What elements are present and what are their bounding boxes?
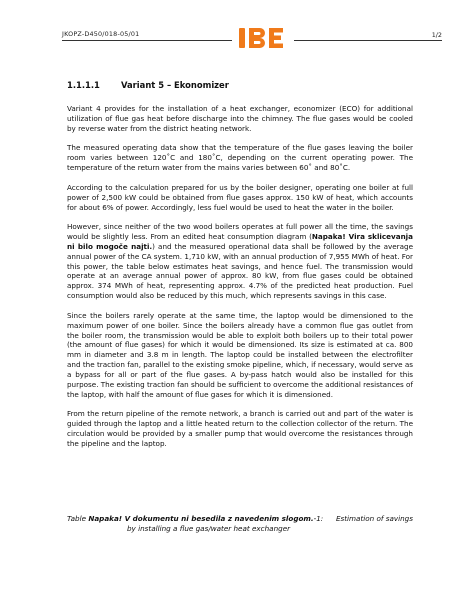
paragraph-4 (67, 222, 413, 301)
paragraph-3: According to the calculation prepared for us by the boiler designer, operating one boiler at full power of 2,500 kW could be obtained from flue gases approx. 150 kW of heat, which accounts for about 6% of power. Accordingly, less fuel would be used to heat the water in the boiler. (67, 182, 413, 212)
page-number: 1/2 (431, 31, 442, 39)
document-code: JKOPZ-D450/018-05/01 (62, 30, 140, 38)
paragraph-5: Since the boilers rarely operate at the same time, the laptop would be dimensioned to the maximum power of one boiler. Since the boilers already have a common flue gas outlet from the boiler room, the transmission would be able to exploit both boilers up to their total power (the amount of flue gases) for which it would be dimensioned. Its size is estimated at ca. 800 mm in diameter and 3.8 m in length. The laptop could be installed between the electrofilter and the traction fan, parallel to the existing smoke pipeline, which, if necessary, would serve as a bypass for all or part of the flue gases. A by-pass hatch would also be installed for this purpose. The existing traction fan should be sufficient to overcome the additional resistances of the laptop, with half the amount of flue gases for which it is dimensioned. (67, 310, 413, 399)
caption-line-2: by installing a flue gas/water heat exchanger (127, 524, 291, 533)
caption-suffix: -1: (313, 514, 324, 523)
header-rule-right (294, 40, 442, 41)
paragraph-1: Variant 4 provides for the installation of a heat exchanger, economizer (ECO) for additional utilization of flue gas heat before discharge into the chimney. The flue gases would be cooled by reverse water from the district heating network. (67, 104, 413, 133)
paragraph-4-end: ) and the measured operational data shall be followed by the average annual power of the CA system. 1,710 kW, with an annual production of 7,955 MWh of heat. For this power, the table below estimates heat savings, and hence fuel. The transmission would operate at an average annual power of approx. 80 kW, from flue gases could be obtained approx. 374 MWh of heat, representing approx. 4.7% of the predicted heat production. Fuel consumption would also be reduced by this much, which represents savings in this case. (67, 241, 413, 301)
table-caption (67, 514, 413, 534)
document-body (67, 80, 413, 459)
caption-label (67, 514, 323, 524)
header-rule-left (62, 40, 232, 41)
reference-error: Napaka! Vira sklicevanja ni bilo mogoče najti. (67, 232, 413, 251)
paragraph-2: The measured operating data show that the temperature of the flue gases leaving the boiler room varies between 120˚C and 180˚C, depending on the current operating power. The temperature of the return water from the mains varies between 60˚ and 80˚C. (67, 143, 413, 173)
caption-title: Estimation of savings (335, 514, 413, 523)
caption-line-1 (67, 514, 413, 524)
ibe-logo (237, 26, 287, 50)
page-header (62, 24, 442, 50)
section-number: 1.1.1.1 (67, 80, 100, 90)
paragraph-4-start: However, since neither of the two wood boilers operates at full power all the time, the savings would be slightly less. From an edited heat consumption diagram ( (67, 222, 413, 242)
section-heading (67, 80, 413, 91)
caption-reference-error: Napaka! V dokumentu ni besedila z navedenim slogom. (88, 514, 314, 523)
section-title: Variant 5 – Ekonomizer (121, 80, 229, 90)
caption-prefix: Table (67, 514, 89, 523)
paragraph-6: From the return pipeline of the remote network, a branch is carried out and part of the water is guided through the laptop and a little heated return to the collection collector of the return. The circulation would be provided by a smaller pump that would overcome the resistances through the pipeline and the laptop. (67, 409, 413, 448)
